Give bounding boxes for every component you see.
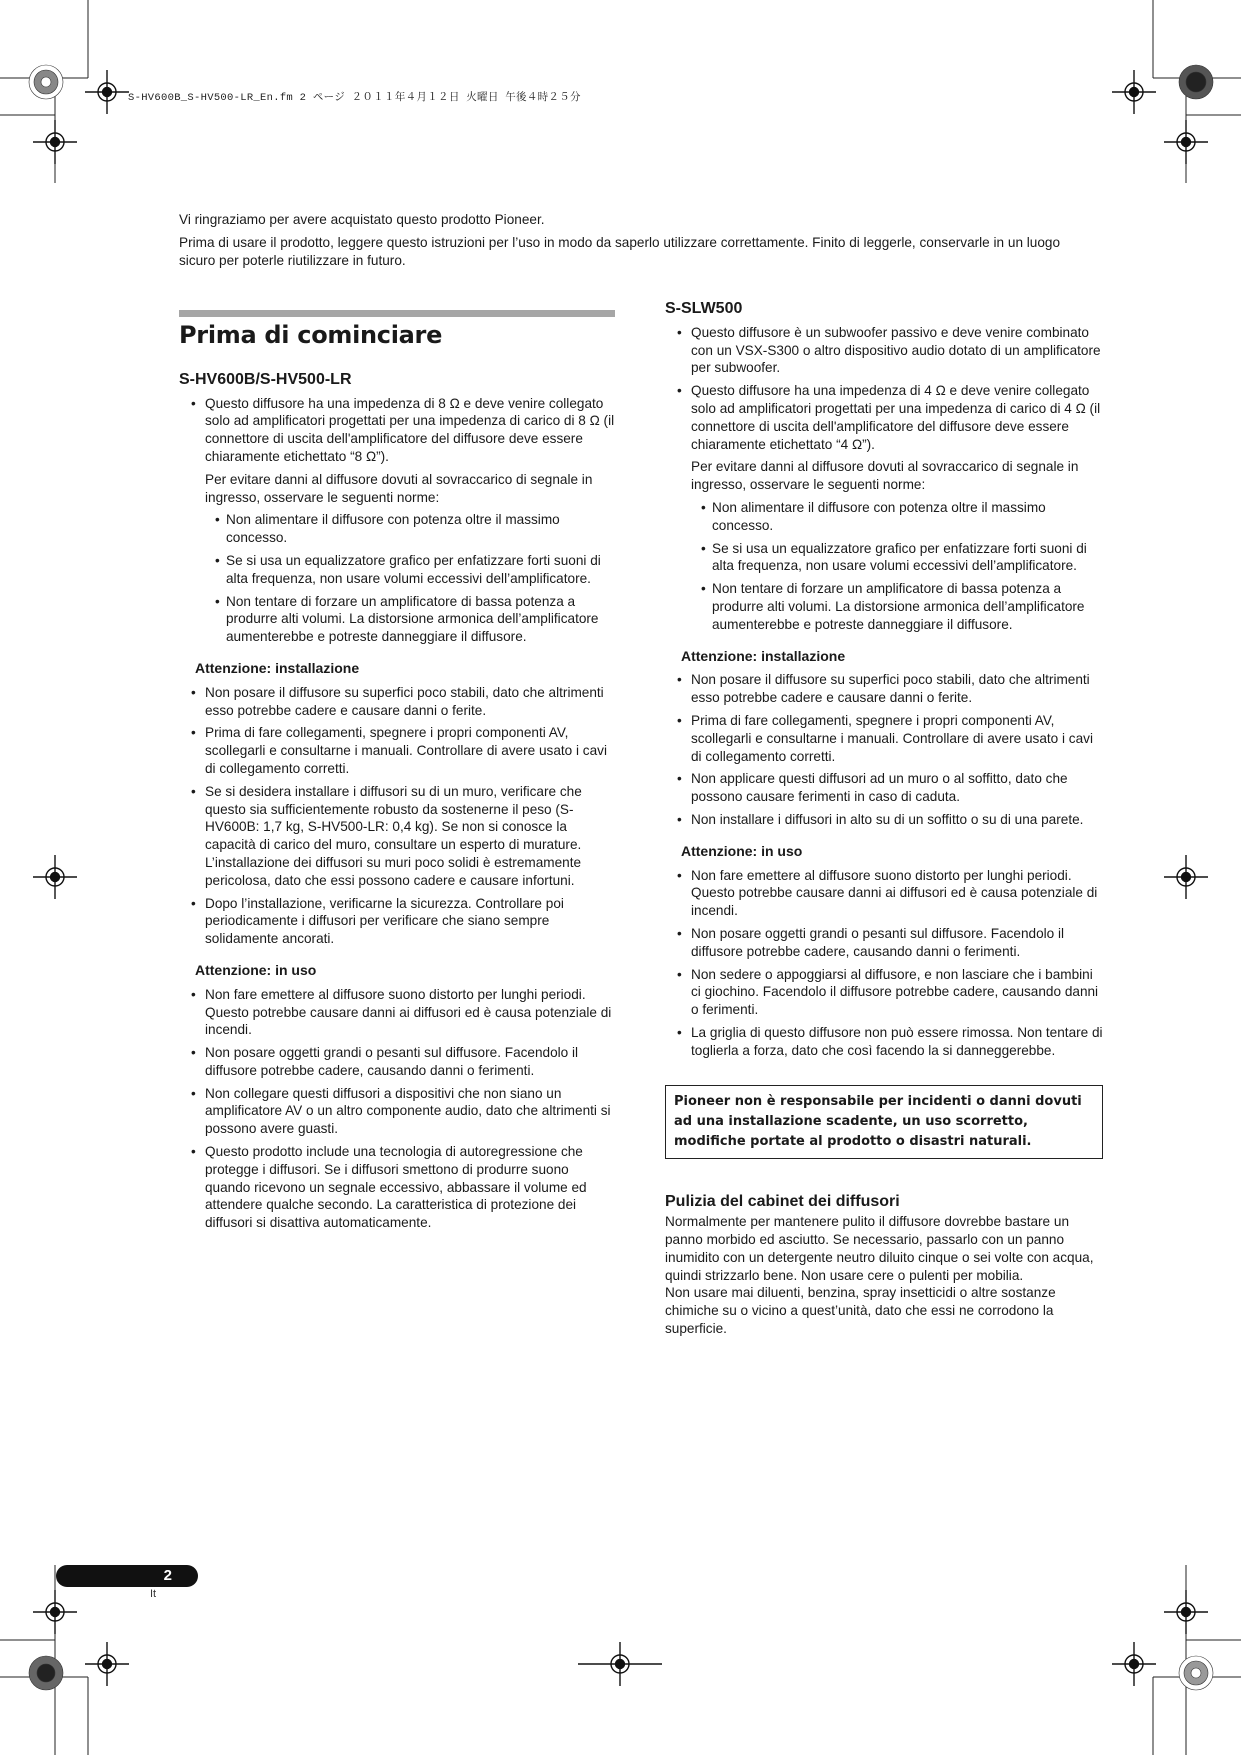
list-item: • Se si usa un equalizzatore grafico per enfatizzare forti suoni di alta frequenza, non usare volumi eccessivi dell’amplificatore. xyxy=(701,540,1103,576)
right-column xyxy=(665,300,1103,1338)
list-item: • Questo diffusore ha una impedenza di 4 Ω e deve venire collegato solo ad amplificatori progettati per una impedenza di carico di 4 Ω (il connettore di uscita dell'amplificatore del diffusore deve essere chiaramente etichettato “4 Ω”). xyxy=(665,382,1103,453)
register-mark xyxy=(1112,1642,1156,1686)
list-item: • Non collegare questi diffusori a dispositivi che non siano un amplificatore AV o un altro componente audio, dato che altrimenti si possono avere guasti. xyxy=(179,1085,615,1138)
list-item: • Non applicare questi diffusori ad un muro o al soffitto, dato che possono causare ferimenti in caso di caduta. xyxy=(665,770,1103,806)
list-item: • Se si usa un equalizzatore grafico per enfatizzare forti suoni di alta frequenza, non usare volumi eccessivi dell’amplificatore. xyxy=(215,552,615,588)
list-item: • Non posare il diffusore su superfici poco stabili, dato che altrimenti esso potrebbe cadere e causare danni o ferite. xyxy=(179,684,615,720)
spec-note: Per evitare danni al diffusore dovuti al sovraccarico di segnale in ingresso, osservare le seguenti norme: xyxy=(205,471,593,505)
model-heading-hv: S-HV600B/S-HV500-LR xyxy=(179,370,352,388)
list-item: • Non alimentare il diffusore con potenza oltre il massimo concesso. xyxy=(701,499,1103,535)
model-heading-slw: S-SLW500 xyxy=(665,300,743,317)
intro-instructions: Prima di usare il prodotto, leggere questo istruzioni per l’uso in modo da saperlo utilizzare correttamente. Finito di leggerle, conservarle in un luogo sicuro per poterle riutilizzare in futuro. xyxy=(179,235,1061,268)
list-item: • Questo diffusore è un subwoofer passivo e deve venire combinato con un VSX-S300 o altro dispositivo audio dotato di un amplificatore per subwoofer. xyxy=(665,324,1103,377)
cleaning-text: Non usare mai diluenti, benzina, spray insetticidi o altre sostanze chimiche su o vicino a quest’unità, dato che essi ne corrodono la superficie. xyxy=(665,1285,1056,1337)
list-item: • Non alimentare il diffusore con potenza oltre il massimo concesso. xyxy=(215,511,615,547)
register-mark xyxy=(1164,855,1208,899)
list-item: • La griglia di questo diffusore non può essere rimossa. Non tentare di toglierla a forza, dato che così facendo la si danneggerebbe. xyxy=(665,1024,1103,1060)
file-header: S-HV600B_S-HV500-LR_En.fm 2 ページ ２０１１年４月１２日 火曜日 午後４時２５分 xyxy=(128,92,581,104)
register-mark xyxy=(33,120,77,164)
register-mark xyxy=(1164,1590,1208,1634)
register-mark xyxy=(33,855,77,899)
intro-thanks: Vi ringraziamo per avere acquistato questo prodotto Pioneer. xyxy=(179,212,545,227)
list-item: • Questo diffusore ha una impedenza di 8 Ω e deve venire collegato solo ad amplificatori progettati per una impedenza di carico di 8 Ω (il connettore di uscita dell'amplificatore del diffusore deve essere chiaramente etichettato “8 Ω”). xyxy=(179,395,615,466)
disclaimer-box: Pioneer non è responsabile per incidenti o danni dovuti ad una installazione scadente, un uso scorretto, modifiche portate al prodotto o disastri naturali. xyxy=(665,1085,1103,1159)
register-mark xyxy=(85,70,129,114)
install-heading: Attenzione: installazione xyxy=(195,659,360,676)
use-heading: Attenzione: in uso xyxy=(195,961,317,978)
list-item: • Non posare il diffusore su superfici poco stabili, dato che altrimenti esso potrebbe cadere e causare danni o ferite. xyxy=(665,671,1103,707)
register-mark xyxy=(1112,70,1156,114)
section-title: Prima di cominciare xyxy=(179,321,443,349)
intro xyxy=(179,211,1099,275)
list-item: • Questo prodotto include una tecnologia di autoregressione che protegge i diffusori. Se i diffusori smettono di produrre suono quando ricevono un segnale eccessivo, abbassare il volume ed attendere qualche secondo. La caratteristica di protezione dei diffusori si disattiva automaticamente. xyxy=(179,1143,615,1232)
register-mark xyxy=(578,1642,662,1686)
page-number: 2 xyxy=(163,1567,172,1584)
register-mark xyxy=(1164,120,1208,164)
use-heading: Attenzione: in uso xyxy=(681,842,803,859)
list-item: • Non posare oggetti grandi o pesanti sul diffusore. Facendolo il diffusore potrebbe cadere, causando danni o ferimenti. xyxy=(665,925,1103,961)
register-mark xyxy=(85,1642,129,1686)
list-item: • Se si desidera installare i diffusori su di un muro, verificare che questo sia sufficientemente robusto da sostenerne il peso (S-HV600B: 1,7 kg, S-HV500-LR: 0,4 kg). Se non si conosce la capacità di carico del muro, consultare un esperto di murature. L’installazione dei diffusori su muri poco solidi è estremamente pericolosa, dato che essi possono cadere e causare infortuni. xyxy=(179,783,615,890)
list-item: • Non installare i diffusori in alto su di un soffitto o su di una parete. xyxy=(665,811,1103,829)
list-item: • Non posare oggetti grandi o pesanti sul diffusore. Facendolo il diffusore potrebbe cadere, causando danni o ferimenti. xyxy=(179,1044,615,1080)
cleaning-heading: Pulizia del cabinet dei diffusori xyxy=(665,1193,900,1211)
language-code: It xyxy=(150,1588,157,1600)
list-item: • Prima di fare collegamenti, spegnere i propri componenti AV, scollegarli e consultarne i manuali. Controllare di avere usato i cavi di collegamento corretti. xyxy=(665,712,1103,765)
cleaning-section xyxy=(665,1193,1103,1337)
list-item: • Non sedere o appoggiarsi al diffusore, e non lasciare che i bambini ci giochino. Facendolo il diffusore potrebbe cadere, causando danni o ferimenti. xyxy=(665,966,1103,1019)
list-item: • Non fare emettere al diffusore suono distorto per lunghi periodi. Questo potrebbe causare danni ai diffusori ed è causa potenziale di incendi. xyxy=(665,867,1103,920)
list-item: • Non tentare di forzare un amplificatore di bassa potenza a produrre alti volumi. La distorsione armonica dell’amplificatore aumenterebbe e potreste danneggiare il diffusore. xyxy=(701,580,1103,633)
list-item: • Non fare emettere al diffusore suono distorto per lunghi periodi. Questo potrebbe causare danni ai diffusori ed è causa potenziale di incendi. xyxy=(179,986,615,1039)
section-rule xyxy=(179,310,615,317)
list-item: • Prima di fare collegamenti, spegnere i propri componenti AV, scollegarli e consultarne i manuali. Controllare di avere usato i cavi di collegamento corretti. xyxy=(179,724,615,777)
list-item: • Dopo l’installazione, verificarne la sicurezza. Controllare poi periodicamente i diffusori per verificare che siano sempre solidamente ancorati. xyxy=(179,895,615,948)
spec-note: Per evitare danni al diffusore dovuti al sovraccarico di segnale in ingresso, osservare le seguenti norme: xyxy=(691,459,1079,493)
list-item: • Non tentare di forzare un amplificatore di bassa potenza a produrre alti volumi. La distorsione armonica dell’amplificatore aumenterebbe e potreste danneggiare il diffusore. xyxy=(215,593,615,646)
cleaning-text: Normalmente per mantenere pulito il diffusore dovrebbe bastare un panno morbido ed asciutto. Se necessario, passarlo con un panno inumidito con un detergente neutro diluito cinque o sei volte con acqua, quindi strizzarlo bene. Non usare cere o pulenti per mobilia. xyxy=(665,1214,1094,1283)
install-heading: Attenzione: installazione xyxy=(681,647,846,664)
register-mark xyxy=(33,1590,77,1634)
left-column xyxy=(179,310,615,1237)
